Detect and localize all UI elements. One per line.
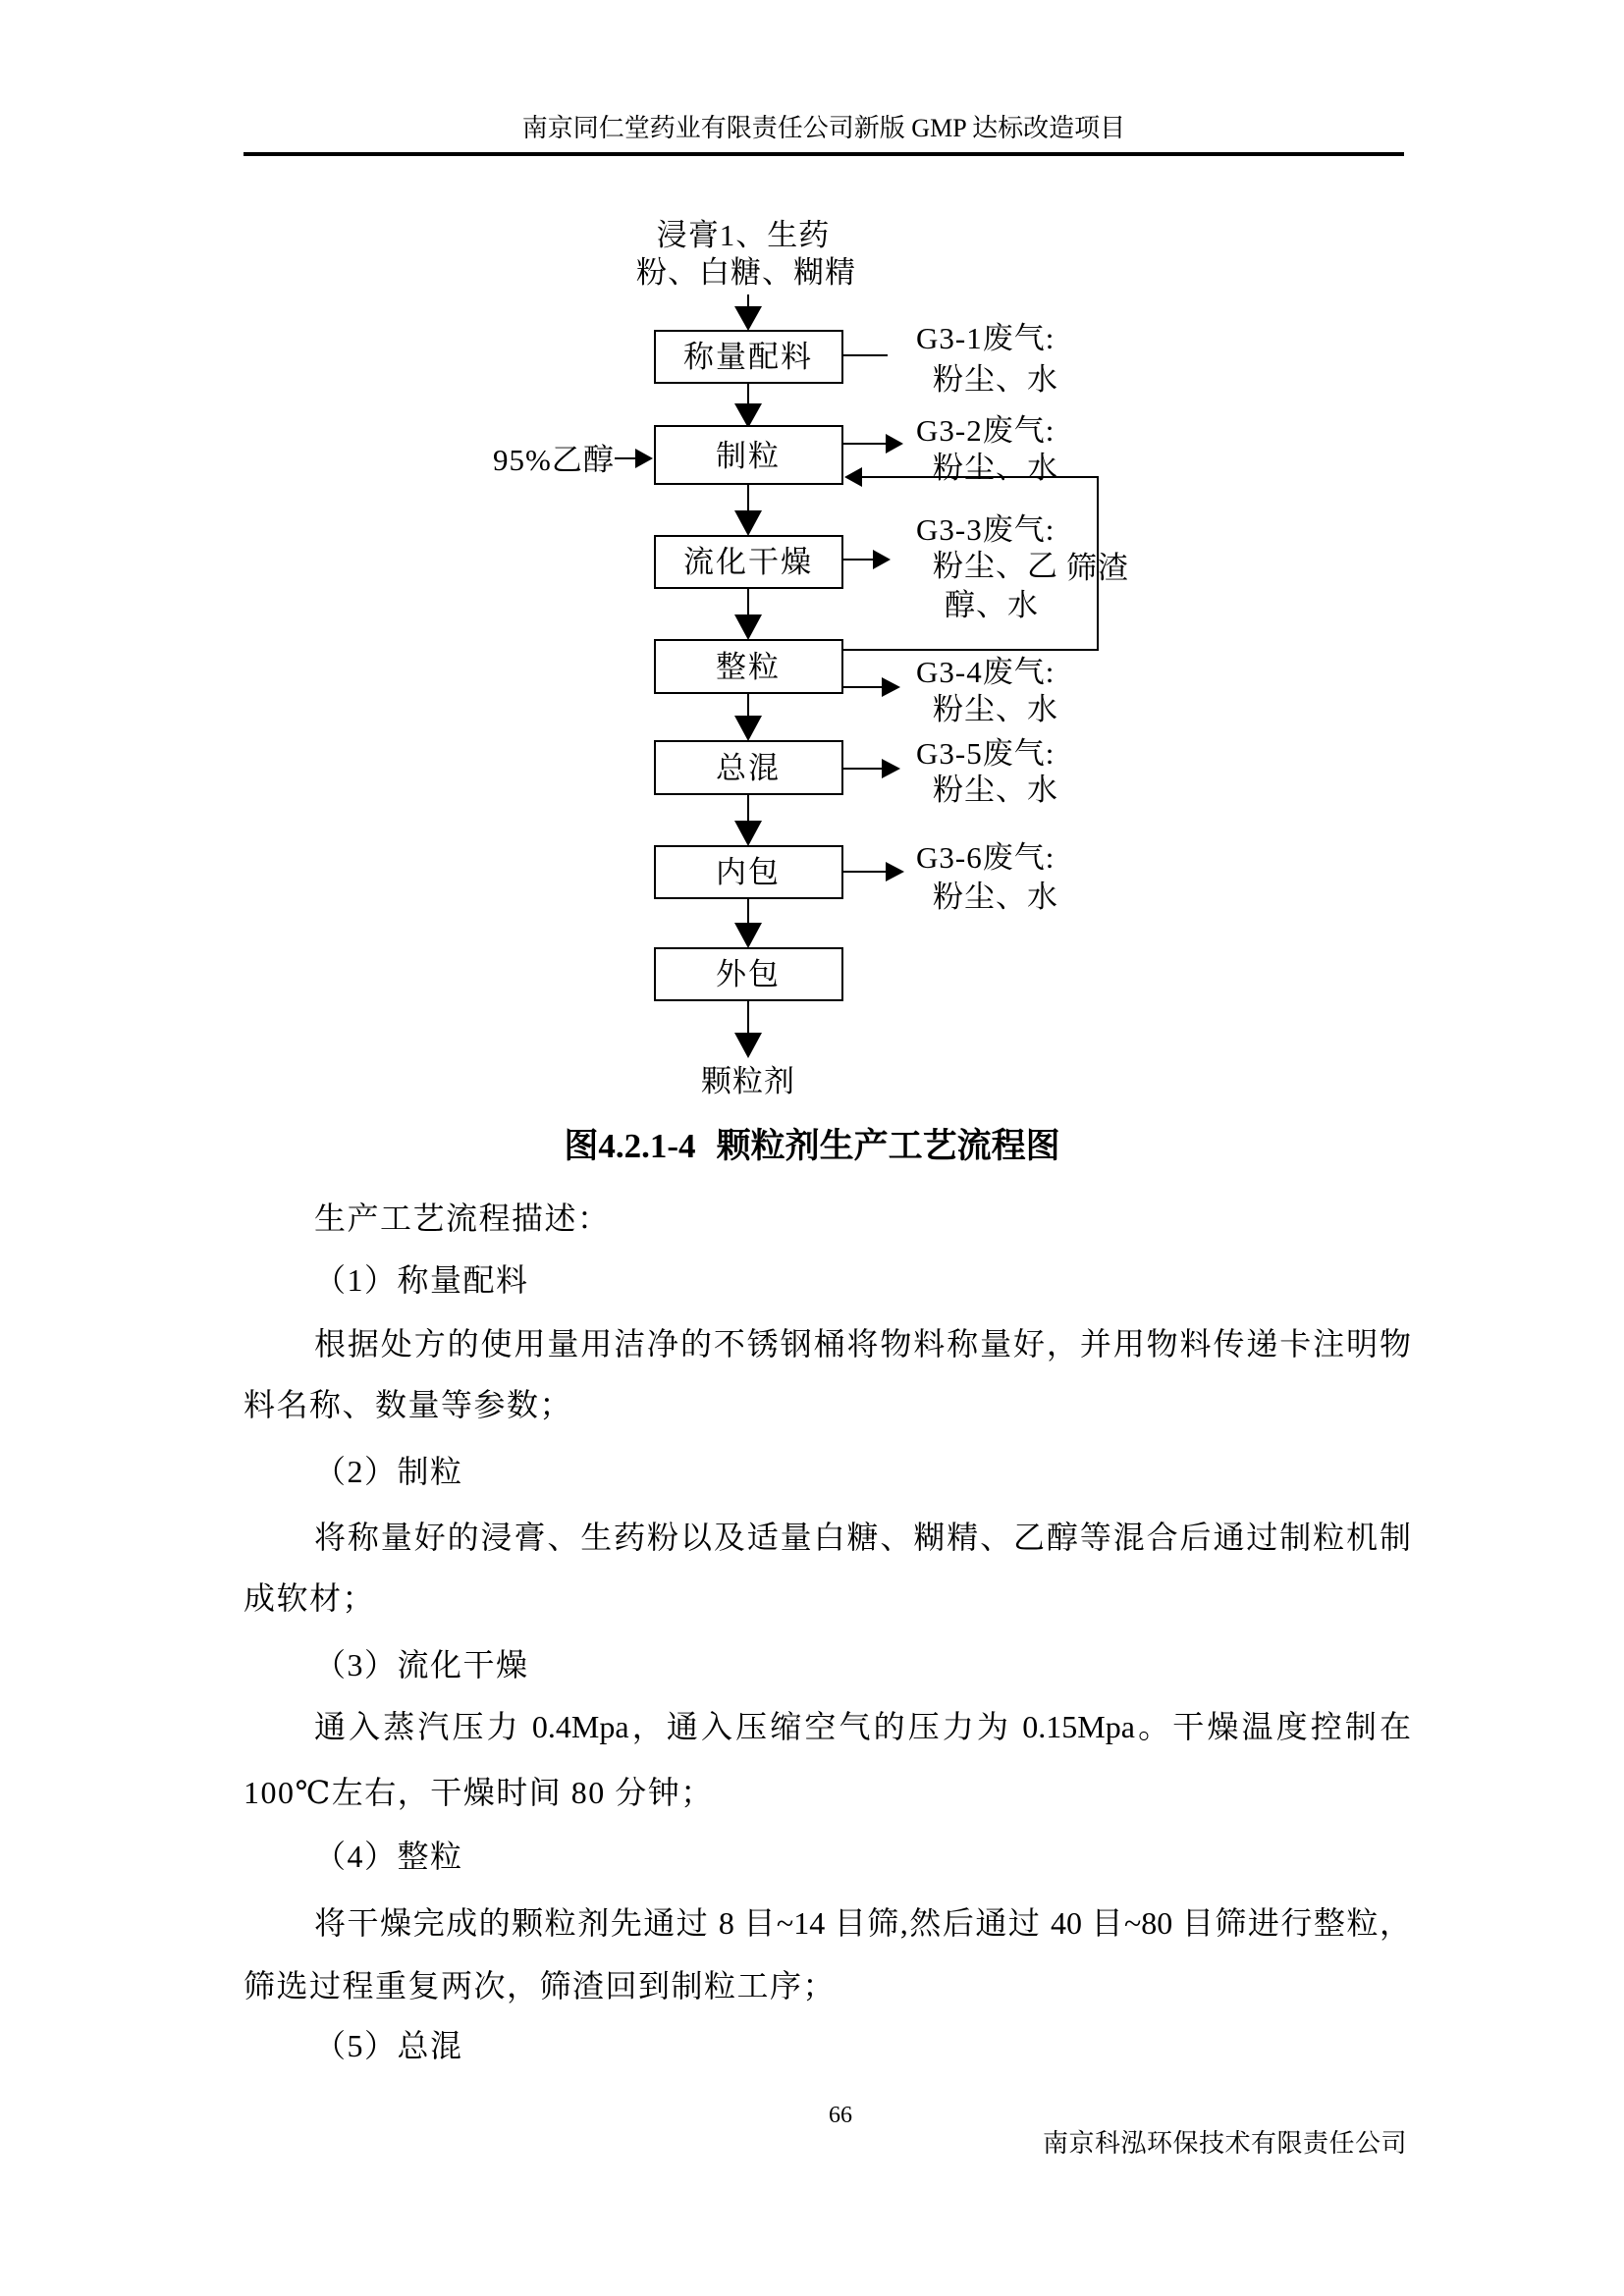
emission-g3-6-line2: 粉尘、水: [933, 880, 1058, 914]
emission-g3-3-line1: G3-3废气:: [916, 512, 1056, 547]
ethanol-input: [493, 443, 653, 477]
emission-arrow-g3-5: [842, 759, 900, 778]
emission-label-g3-4: [916, 655, 1058, 726]
emission-g3-1-line2: 粉尘、水: [933, 362, 1058, 397]
flow-arrow-source-to-weighing: [734, 294, 762, 331]
process-box-fluidized-drying: [655, 536, 842, 588]
body-line: 成软材；: [244, 1580, 376, 1616]
emission-label-g3-3: [916, 512, 1058, 622]
figure-caption-number: 图4.2.1-4: [564, 1127, 696, 1165]
emission-label-g3-5: [916, 736, 1058, 807]
emission-g3-2-line2: 粉尘、水: [933, 451, 1058, 485]
body-line: 筛选过程重复两次，筛渣回到制粒工序；: [244, 1968, 837, 2003]
figure-caption: [0, 1124, 1624, 1169]
emission-g3-5-line2: 粉尘、水: [933, 773, 1058, 807]
emission-arrow-g3-3: [842, 550, 891, 569]
emission-arrow-g3-2: [842, 434, 903, 454]
figure-caption-title: 颗粒剂生产工艺流程图: [716, 1127, 1060, 1165]
residue-label: 筛渣: [1066, 551, 1129, 585]
body-line: 根据处方的使用量用洁净的不锈钢桶将物料称量好，并用物料传递卡注明物: [314, 1326, 1411, 1362]
emission-arrow-g3-4: [842, 677, 900, 697]
flow-arrow-outerpack-to-product: [734, 1000, 762, 1058]
ethanol-input-label: 95%乙醇: [493, 443, 615, 477]
body-line: （5）总混: [314, 2028, 463, 2063]
emission-g3-4-line2: 粉尘、水: [933, 692, 1058, 726]
process-box-weighing-label: 称量配料: [683, 340, 813, 374]
process-box-outer-packing-label: 外包: [716, 957, 781, 991]
source-label-line2: 粉、白糖、糊精: [636, 255, 856, 290]
body-line: 100℃左右，干燥时间 80 分钟；: [244, 1775, 714, 1810]
body-line: 料名称、数量等参数；: [244, 1387, 573, 1422]
process-box-total-mixing-label: 总混: [716, 751, 781, 785]
body-line: （4）整粒: [314, 1839, 463, 1874]
emission-g3-1-line1: G3-1废气:: [916, 321, 1056, 355]
process-box-granule-sizing-label: 整粒: [716, 650, 781, 684]
process-box-granulation: [655, 426, 842, 484]
footer-company-name: 南京科泓环保技术有限责任公司: [1043, 2129, 1408, 2158]
body-line: 生产工艺流程描述：: [314, 1201, 611, 1236]
flow-arrow-granulation-to-drying: [734, 484, 762, 536]
emission-g3-2-line1: G3-2废气:: [916, 413, 1056, 448]
process-box-fluidized-drying-label: 流化干燥: [683, 545, 813, 579]
product-label: 颗粒剂: [701, 1064, 795, 1098]
emission-g3-6-line1: G3-6废气:: [916, 840, 1056, 875]
emission-label-g3-1: [916, 321, 1058, 397]
flow-arrow-sizing-to-mixing: [734, 693, 762, 741]
body-line: 将干燥完成的颗粒剂先通过 8 目~14 目筛,然后通过 40 目~80 目筛进行整粒，: [314, 1905, 1411, 1941]
emission-g3-3-line2: 粉尘、乙: [933, 549, 1058, 583]
process-box-weighing: [655, 331, 842, 383]
emission-g3-3-line3: 醇、水: [945, 588, 1039, 622]
emission-label-g3-6: [916, 840, 1058, 914]
process-box-total-mixing: [655, 741, 842, 794]
flow-arrow-drying-to-sizing: [734, 588, 762, 640]
source-material-label: [636, 218, 856, 290]
emission-g3-4-line1: G3-4废气:: [916, 655, 1056, 689]
body-line: 将称量好的浸膏、生药粉以及适量白糖、糊精、乙醇等混合后通过制粒机制: [314, 1520, 1411, 1555]
body-line: （2）制粒: [314, 1454, 463, 1489]
body-line: （3）流化干燥: [314, 1647, 529, 1682]
body-line: （1）称量配料: [314, 1262, 529, 1298]
emission-arrow-g3-6: [842, 862, 904, 881]
process-box-inner-packing-label: 内包: [716, 855, 781, 889]
process-box-inner-packing: [655, 846, 842, 898]
process-box-granulation-label: 制粒: [716, 439, 781, 473]
flow-arrow-mixing-to-innerpack: [734, 794, 762, 846]
page-header-title: 南京同仁堂药业有限责任公司新版 GMP 达标改造项目: [521, 114, 1126, 142]
page-number: 66: [829, 2103, 852, 2128]
source-label-line1: 浸膏1、生药: [656, 218, 831, 252]
body-line: 通入蒸汽压力 0.4Mpa，通入压缩空气的压力为 0.15Mpa。干燥温度控制在: [314, 1709, 1411, 1744]
process-box-granule-sizing: [655, 640, 842, 693]
emission-g3-5-line1: G3-5废气:: [916, 736, 1056, 771]
flow-arrow-innerpack-to-outerpack: [734, 898, 762, 948]
emission-label-g3-2: [916, 413, 1058, 485]
process-box-outer-packing: [655, 948, 842, 1000]
flow-arrow-weighing-to-granulation: [734, 383, 762, 428]
